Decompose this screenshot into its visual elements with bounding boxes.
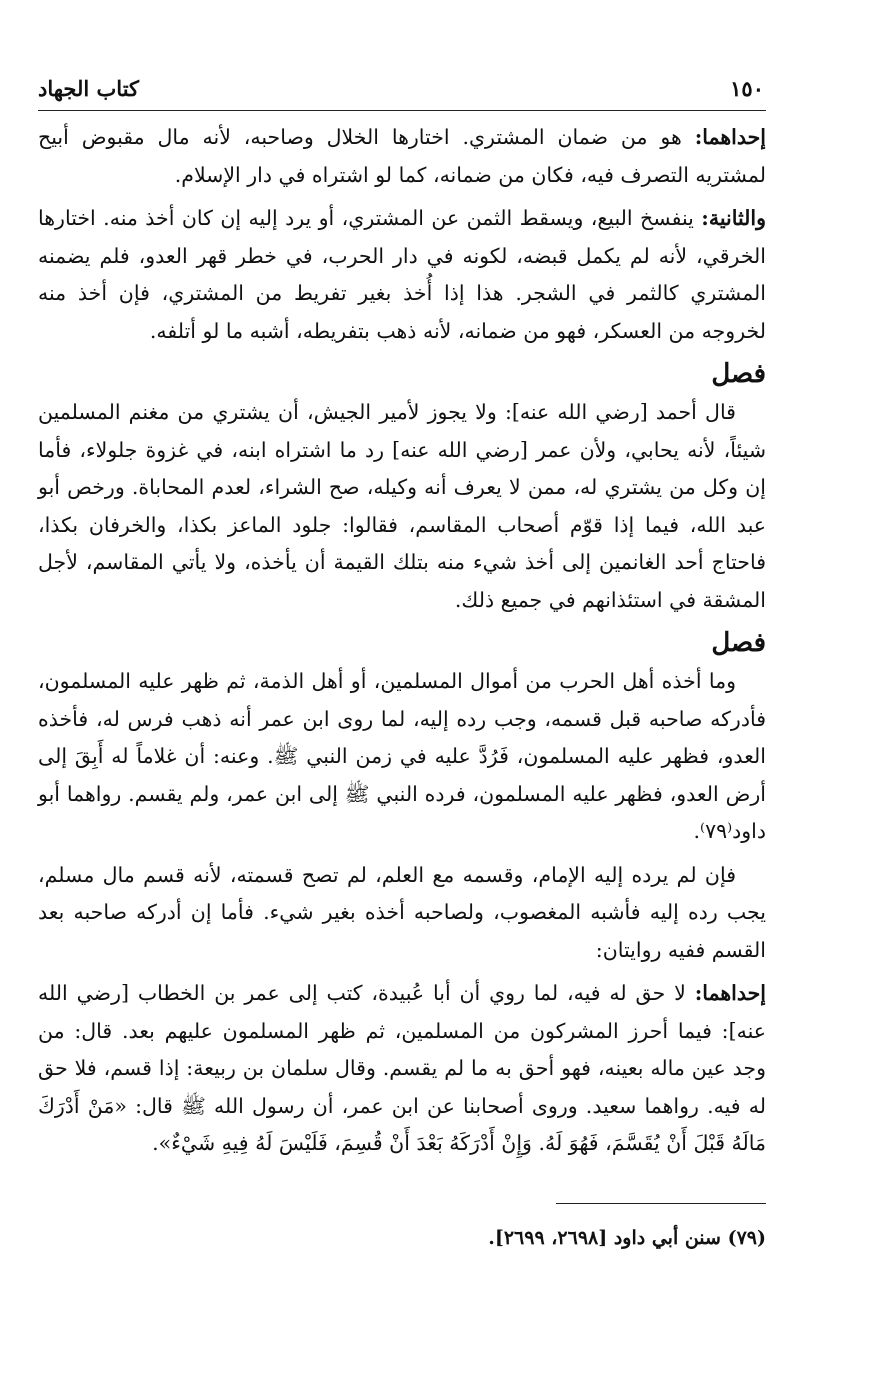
- paragraph-enemy-seized-property: [38, 663, 766, 851]
- book-title: كتاب الجهاد: [38, 76, 140, 101]
- paragraph-first-narration: [38, 119, 766, 194]
- running-header: [38, 70, 766, 111]
- paragraph-lead: إحداهما:: [694, 125, 766, 149]
- page-number: ١٥٠: [730, 76, 764, 101]
- paragraph-lead: إحداهما:: [694, 981, 766, 1005]
- footnote: (٧٩) سنن أبي داود [٢٦٩٨، ٢٦٩٩].: [488, 1226, 766, 1249]
- footnote-divider: [556, 1203, 766, 1204]
- paragraph-text: فإن لم يرده إليه الإمام، وقسمه مع العلم، لم تصح قسمته، لأنه قسم مال مسلم، يجب رده إليه فأشبه المغصوب، ولصاحبه أخذه بغير شيء. فأما إن أدركه صاحبه بعد القسم ففيه روايتان:: [38, 862, 766, 962]
- paragraph-army-leader: قال أحمد [رضي الله عنه]: ولا يجوز لأمير الجيش، أن يشتري من مغنم المسلمين شيئاً، لأنه يحابي، ولأن عمر [رضي الله عنه] رد ما اشتراه ابنه، في غزوة جلولاء، فأما إن وكل من يشتري له، ممن لا يعرف أنه وكيله، صح الشراء، لعدم المحاباة. ورخص أبو عبد الله، فيما إذا قوّم أصحاب المقاسم، فقالوا: جلود الماعز بكذا، والخرفان بكذا، فاحتاج أحد الغانمين إلى أخذ شيء منه بتلك القيمة أن يأخذه، ولا يأتي المقاسم، لأجل المشقة في استئذانهم في جميع ذلك.: [38, 400, 766, 612]
- section-heading: فصل: [711, 359, 766, 389]
- section-heading: فصل: [711, 628, 766, 658]
- paragraph-text: وما أخذه أهل الحرب من أموال المسلمين، أو أهل الذمة، ثم ظهر عليه المسلمون، فأدركه صاحبه قبل قسمه، وجب رده إليه، لما روى ابن عمر أنه ذهب فرس له، فأخذه العدو، فظهر عليه المسلمون، فَرُدَّ عليه في زمن النبي ﷺ. وعنه: أن غلاماً له أَبِقَ إلى أرض العدو، فظهر عليه المسلمون، فرده النبي ﷺ إلى ابن عمر، ولم يقسم. رواهما أبو داود⁽٧٩⁾.: [38, 669, 766, 843]
- paragraph-text: لا حق له فيه، لما روي أن أبا عُبيدة، كتب إلى عمر بن الخطاب [رضي الله عنه]: فيما أحرز المشركون من المسلمين، ثم ظهر المسلمون عليهم بعد. قال: من وجد عين ماله بعينه، فهو أحق به ما لم يقسم. وقال سلمان بن ربيعة: إذا قسم، فلا حق له فيه. رواهما سعيد. وروى أصحابنا عن ابن عمر، أن رسول الله ﷺ قال: «مَنْ أَدْرَكَ مَالَهُ قَبْلَ أَنْ يُقَسَّمَ، فَهُوَ لَهُ. وَإِنْ أَدْرَكَهُ بَعْدَ أَنْ قُسِمَ، فَلَيْسَ لَهُ فِيهِ شَيْءٌ».: [38, 981, 766, 1155]
- page-content: [38, 119, 766, 1253]
- paragraph-first-narration-after-distribution: [38, 975, 766, 1163]
- paragraph-text: هو من ضمان المشتري. اختارها الخلال وصاحبه، لأنه مال مقبوض أبيح لمشتريه التصرف فيه، فكان من ضمانه، كما لو اشتراه في دار الإسلام.: [38, 125, 766, 187]
- paragraph-text: ينفسخ البيع، ويسقط الثمن عن المشتري، أو يرد إليه إن كان أخذ منه. اختارها الخرقي، لأنه لم يكمل قبضه، لكونه في دار الحرب، في خطر قهر العدو، فلم يضمنه المشتري كالثمر في الشجر. هذا إذا أُخذ بغير تفريط من المشتري، فإن أخذ منه لخروجه من العسكر، فهو من ضمانه، لأنه ذهب بتفريطه، أشبه ما لو أتلفه.: [38, 206, 766, 343]
- paragraph-second-narration: [38, 200, 766, 350]
- paragraph-lead: والثانية:: [701, 206, 766, 230]
- book-page: [38, 70, 766, 1272]
- paragraph-imam-distribution: [38, 857, 766, 970]
